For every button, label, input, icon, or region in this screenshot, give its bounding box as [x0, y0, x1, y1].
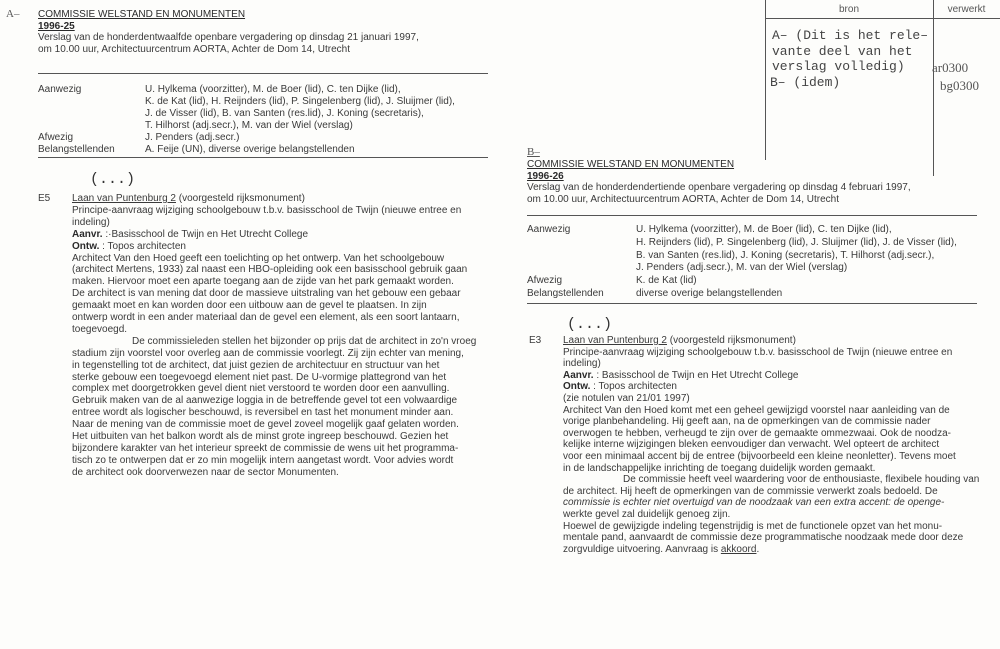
paragraph-line — [563, 521, 942, 532]
text-segment: Architect Van den Hoed geeft een toelichting op het ontwerp. Van het schoolgebouw — [72, 252, 445, 264]
text-segment: indeling) — [72, 216, 110, 228]
text-segment: De commissieleden stellen het bijzonder op prijs dat de architect in zo'n vroeg — [132, 335, 477, 347]
paragraph-line — [72, 383, 449, 394]
source-note: B– (idem) — [770, 75, 841, 90]
divider — [527, 215, 977, 216]
paragraph-line — [563, 486, 938, 497]
paragraph-line — [72, 193, 305, 204]
paragraph-line — [72, 241, 186, 252]
paragraph-line — [563, 370, 799, 381]
underlined-text: Laan van Puntenburg 2 — [72, 193, 176, 204]
paragraph-line — [72, 395, 457, 406]
paragraph-line — [72, 336, 476, 347]
divider — [38, 157, 488, 158]
text-segment: Het uitbuiten van het balkon wordt als de minst grote ingreep beschouwd. Gezien het — [72, 431, 449, 442]
paragraph-line — [72, 324, 127, 335]
absent-value: J. Penders (adj.secr.) — [145, 132, 240, 143]
marker-b: B– — [527, 146, 540, 158]
report-b-intro-2: om 10.00 uur, Architectuurcentrum AORTA, Achter de Dom 14, Utrecht — [527, 194, 839, 205]
text-segment: . — [756, 543, 760, 555]
text-segment: Principe-aanvraag wijziging schoolgebouw t.b.v. basisschool de Twijn (nieuwe entree en — [72, 204, 462, 216]
paragraph-line — [72, 205, 461, 216]
text-segment: :·Basisschool de Twijn en Het Utrecht College — [102, 228, 309, 240]
processed-code: bg0300 — [940, 78, 979, 93]
paragraph-line — [72, 348, 464, 359]
paragraph-line — [563, 405, 950, 416]
paragraph-line — [72, 443, 458, 454]
paragraph-line — [72, 419, 459, 430]
paragraph-line — [72, 407, 453, 418]
text-segment: de architect. Hij heeft de opmerkingen van de commissie verwerkt zoals bedoeld. De — [563, 485, 938, 497]
text-segment: vorige planbehandeling. Hij geeft aan, na de opmerkingen van de commissie nader — [563, 416, 931, 428]
report-b-number: 1996-26 — [527, 171, 564, 182]
present-line: U. Hylkema (voorzitter), M. de Boer (lid), C. ten Dijke (lid), — [636, 224, 892, 235]
report-b-intro-1: Verslag van de honderdendertiende openbare vergadering op dinsdag 4 februari 1997, — [527, 182, 911, 193]
ellipsis-omission: (...) — [567, 316, 613, 333]
column-header-verwerkt: verwerkt — [947, 4, 986, 15]
text-segment: de architect ook doorverwezen naar de sector Monumenten. — [72, 466, 339, 478]
text-segment: bijzondere karakter van het interieur spreekt de commissie de wens uit het programma- — [72, 442, 459, 454]
paragraph-line — [563, 439, 939, 450]
text-segment: gemaakt moet en kan worden door een uitbouw aan de gevel te plaatsen. In zijn — [72, 300, 427, 312]
present-line: K. de Kat (lid), H. Reijnders (lid), P. Singelenberg (lid), J. Sluijmer (lid), — [145, 96, 455, 107]
text-segment: (zie notulen van 21/01 1997) — [563, 393, 690, 404]
paragraph-line — [72, 455, 453, 466]
text-segment: (voorgesteld rijksmonument) — [175, 193, 305, 204]
text-segment: zorgvuldige uitvoering. Aanvraag is — [563, 543, 721, 555]
paragraph-line — [563, 497, 944, 508]
column-header-bron: bron — [838, 4, 859, 15]
absent-value: K. de Kat (lid) — [636, 275, 697, 286]
item-code: E3 — [529, 335, 542, 346]
report-a-intro-2: om 10.00 uur, Architectuurcentrum AORTA, Achter de Dom 14, Utrecht — [38, 44, 350, 55]
text-segment: maken. Hiervoor moet een aparte toegang aan de zijde van het park gemaakt worden. — [72, 276, 454, 288]
text-segment: entree wordt als logischer beschouwd, is reversibel en tast het monument minder aan. — [72, 407, 454, 419]
paragraph-line — [563, 451, 956, 462]
paragraph-line — [72, 300, 427, 311]
text-segment: voor een minimaal accent bij de entree (bijvoorbeeld een kleine neonletter). Tevens moet — [563, 451, 956, 462]
ellipsis-omission: (...) — [90, 171, 136, 188]
paragraph-line — [72, 253, 444, 264]
paragraph-line — [563, 358, 601, 369]
source-note: A– (Dit is het rele– — [772, 28, 929, 43]
present-line: B. van Santen (res.lid), J. Koning (secretaris), T. Hilhorst (adj.secr.), — [636, 250, 935, 261]
text-segment: commissie is echter niet overtuigd van de noodzaak van een extra accent: de openge- — [563, 497, 945, 509]
text-segment: Ontw. — [72, 240, 100, 252]
report-b-title: COMMISSIE WELSTAND EN MONUMENTEN — [527, 159, 735, 170]
text-segment: : Topos architecten — [99, 240, 186, 252]
text-segment: Aanvr. — [563, 369, 594, 381]
text-segment: toegevoegd. — [72, 323, 128, 335]
text-segment: tisch zo te ontwerpen dat er zo min mogelijk intern aangetast wordt. Voor advies wordt — [72, 454, 454, 466]
paragraph-line — [72, 312, 459, 323]
processed-code: ar0300 — [932, 60, 969, 75]
divider — [527, 303, 977, 304]
absent-label: Afwezig — [38, 132, 74, 143]
text-segment: Hoewel de gewijzigde indeling tegenstrijdig is met de functionele opzet van het monu- — [563, 520, 943, 532]
text-segment: (architect Mertens, 1933) zal naast een HBO-opleiding ook een basisschool gebruik gaan — [72, 264, 468, 276]
paragraph-line — [72, 467, 339, 478]
text-segment: in tegenstelling tot de architect, dat juist gezien de architectuur en structuur van het — [72, 359, 440, 371]
text-segment: Architect Van den Hoed komt met een geheel gewijzigd voorstel naar aanleiding van de — [563, 404, 950, 416]
report-a-title: COMMISSIE WELSTAND EN MONUMENTEN — [38, 9, 246, 20]
text-segment: stadium zijn voorstel voor overleg aan de commissie voorlegt. Zij zijn echter van mening, — [72, 347, 464, 359]
paragraph-line — [72, 229, 308, 240]
present-line: J. Penders (adj.secr.), M. van der Wiel (verslag) — [636, 262, 848, 273]
underlined-text: akkoord — [720, 543, 757, 555]
marker-a: A– — [6, 8, 20, 20]
present-line: J. de Visser (lid), B. van Santen (res.lid), J. Koning (secretaris), — [145, 108, 424, 119]
item-code: E5 — [38, 193, 51, 204]
text-segment: De architect is van mening dat door de massieve uitstraling van het gebouw een gebaar — [72, 288, 461, 300]
text-segment: : Basisschool de Twijn en Het Utrecht College — [593, 369, 799, 381]
paragraph-line — [563, 347, 952, 358]
paragraph-line — [563, 532, 963, 543]
text-segment: complex met doorgetrokken gevel dient niet verstoord te worden door een aanvulling. — [72, 383, 450, 395]
paragraph-line — [563, 474, 979, 485]
paragraph-line — [563, 416, 930, 427]
paragraph-line — [72, 360, 439, 371]
paragraph-line — [563, 393, 690, 404]
text-segment: overwogen te hebben, verheugd te zijn over de gemaakte ommezwaai. Ook de noodza- — [563, 427, 952, 439]
paragraph-line — [72, 288, 461, 299]
text-segment: mentale pand, aanvaardt de commissie deze programmatische noodzaak mede door deze — [563, 532, 964, 544]
paragraph-line — [563, 509, 730, 520]
paragraph-line — [563, 544, 759, 555]
paragraph-line — [72, 217, 110, 228]
report-a-number: 1996-25 — [38, 21, 75, 32]
text-segment: indeling) — [563, 358, 601, 370]
text-segment: Gebruik maken van de al aanwezige loggia in de betreffende gevel tot een volwaardige — [72, 395, 458, 407]
paragraph-line — [72, 276, 454, 287]
paragraph-line — [563, 463, 875, 474]
present-label: Aanwezig — [527, 224, 571, 235]
stakeholders-value: A. Feije (UN), diverse overige belangstellenden — [145, 144, 355, 155]
text-segment: kelijke interne wijzigingen bleken eenvoudiger dan verwacht. Wel opteert de architect — [563, 439, 940, 451]
text-segment: (voorgesteld rijksmonument) — [666, 335, 796, 346]
present-line: U. Hylkema (voorzitter), M. de Boer (lid), C. ten Dijke (lid), — [145, 84, 401, 95]
table-border — [933, 0, 934, 176]
paragraph-line — [72, 372, 446, 383]
table-border — [765, 0, 766, 160]
source-note: verslag volledig) — [772, 59, 905, 74]
present-line: T. Hilhorst (adj.secr.), M. van der Wiel (verslag) — [145, 120, 353, 131]
text-segment: sterke gebouw een toegevoegd element niet past. De U-vormige plattegrond van het — [72, 371, 447, 383]
text-segment: werkte gevel zal duidelijk genoeg zijn. — [563, 509, 731, 520]
text-segment: in de landschappelijke inrichting de toegang duidelijk worden gemaakt. — [563, 462, 876, 474]
divider — [38, 73, 488, 74]
paragraph-line — [563, 381, 677, 392]
stakeholders-value: diverse overige belangstellenden — [636, 288, 783, 299]
paragraph-line — [72, 431, 448, 442]
text-segment: Naar de mening van de commissie moet de gevel zoveel mogelijk gaaf gelaten worden. — [72, 419, 459, 431]
stakeholders-label: Belangstellenden — [527, 288, 604, 299]
report-a-intro-1: Verslag van de honderdentwaalfde openbare vergadering op dinsdag 21 januari 1997, — [38, 32, 419, 43]
text-segment: ontwerp wordt in een ander materiaal dan de gevel een element, als een soort lantaarn, — [72, 312, 460, 323]
paragraph-line — [72, 264, 467, 275]
source-note: vante deel van het — [772, 44, 913, 59]
text-segment: Aanvr. — [72, 228, 103, 240]
text-segment: De commissie heeft veel waardering voor de enthousiaste, flexibele houding van — [623, 474, 980, 486]
table-header-border — [765, 18, 1000, 19]
underlined-text: Laan van Puntenburg 2 — [563, 335, 667, 346]
stakeholders-label: Belangstellenden — [38, 144, 115, 155]
text-segment: Principe-aanvraag wijziging schoolgebouw t.b.v. basisschool de Twijn (nieuwe entree en — [563, 346, 953, 358]
absent-label: Afwezig — [527, 275, 563, 286]
paragraph-line — [563, 335, 796, 346]
text-segment: : Topos architecten — [590, 381, 677, 393]
text-segment: Ontw. — [563, 381, 591, 393]
present-label: Aanwezig — [38, 84, 82, 95]
present-line: H. Reijnders (lid), P. Singelenberg (lid), J. Sluijmer (lid), J. de Visser (lid), — [636, 237, 957, 248]
paragraph-line — [563, 428, 951, 439]
